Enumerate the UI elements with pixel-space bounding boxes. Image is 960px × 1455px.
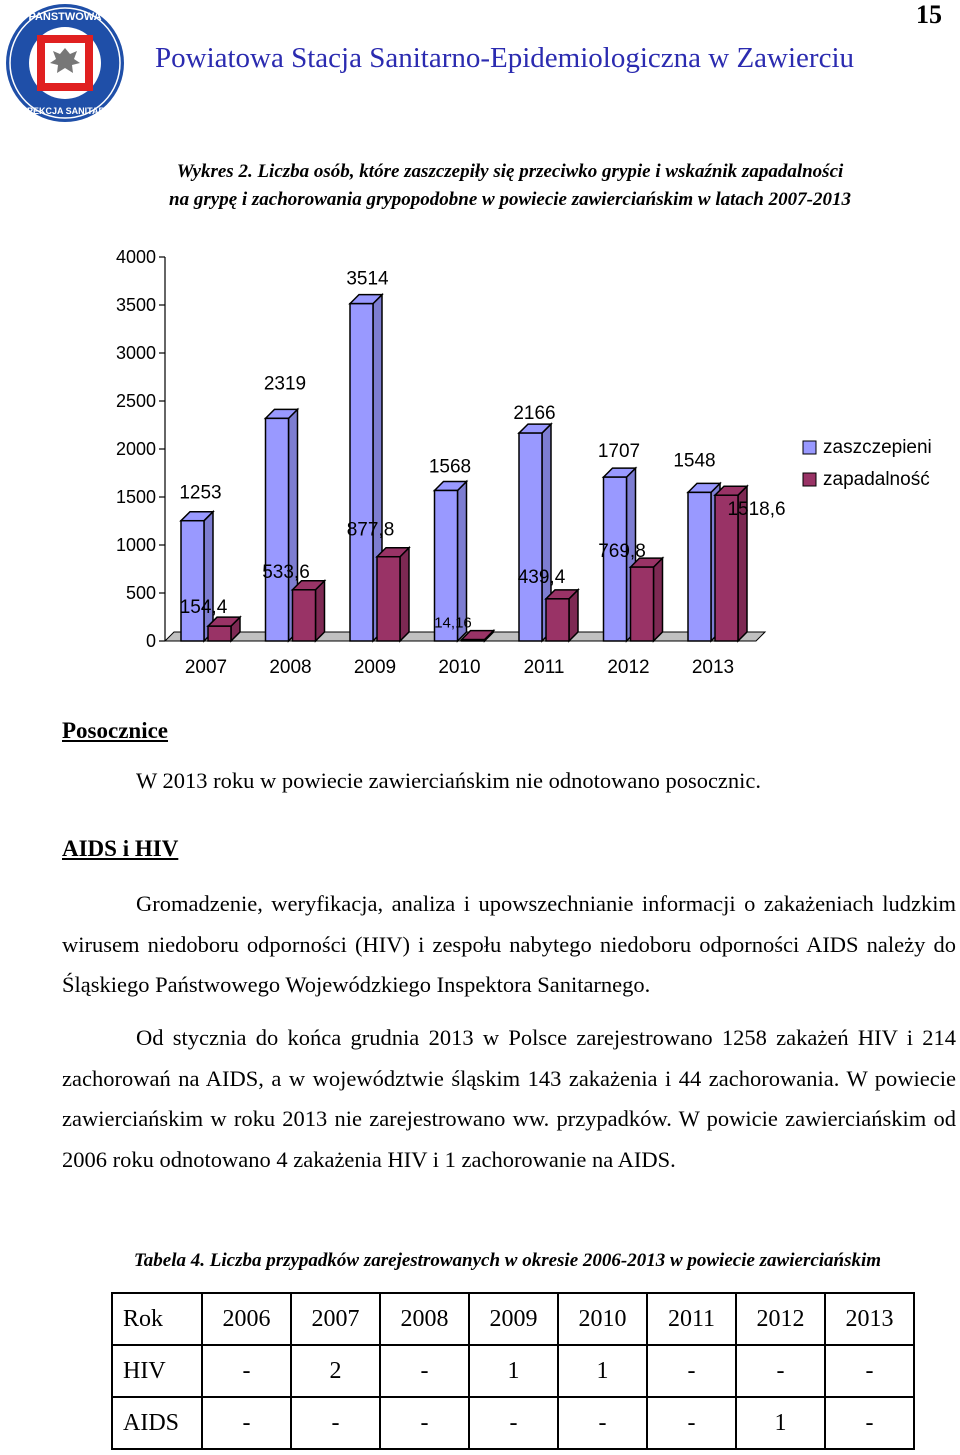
chart-caption-line2: na grypę i zachorowania grypopodobne w powiecie zawierciańskim w latach 2007-2013	[169, 189, 851, 210]
table-cell: -	[825, 1397, 914, 1449]
table-cell: -	[736, 1345, 825, 1397]
table-cell: -	[825, 1345, 914, 1397]
section-heading-sepsis: Posocznice	[62, 718, 169, 743]
table-header-cell: 2010	[558, 1293, 647, 1345]
bar-zaszczepieni-2007	[181, 521, 204, 641]
table-cell: -	[647, 1345, 736, 1397]
table-cell: -	[202, 1397, 291, 1449]
y-tick-label: 4000	[115, 247, 156, 267]
table-row	[112, 1345, 914, 1397]
data-label-zapadalnosc: 533,6	[262, 561, 310, 583]
table-cell: HIV	[112, 1345, 202, 1397]
page-number: 15	[916, 0, 942, 29]
y-tick-label: 0	[145, 631, 156, 651]
svg-text:PAŃSTWOWA: PAŃSTWOWA	[28, 11, 102, 23]
sepsis-text: W 2013 roku w powiecie zawierciańskim nie odnotowano posocznic.	[136, 768, 762, 793]
table-row	[112, 1397, 914, 1449]
table-cell: 1	[469, 1345, 558, 1397]
table-cell: -	[202, 1345, 291, 1397]
bar-side-shade-zapadalność-2011	[569, 590, 578, 641]
data-label-zapadalnosc: 14,16	[434, 614, 472, 632]
chart-caption	[0, 158, 960, 214]
x-tick-label: 2009	[353, 657, 397, 678]
table-cell: -	[380, 1397, 469, 1449]
bar-zapadalność-2011	[546, 599, 569, 641]
x-tick-label: 2007	[184, 657, 228, 678]
table-header-cell: 2007	[291, 1293, 380, 1345]
bar-zaszczepieni-2011	[519, 433, 542, 641]
data-label-zaszczepieni: 1548	[673, 450, 716, 472]
table-cell: -	[469, 1397, 558, 1449]
y-tick-label: 3000	[115, 343, 156, 363]
cases-table	[111, 1292, 915, 1450]
y-tick-label: 500	[125, 583, 156, 603]
bar-zaszczepieni-2008	[266, 418, 289, 641]
table-header-cell: 2011	[647, 1293, 736, 1345]
table-header-cell: Rok	[112, 1293, 202, 1345]
data-label-zapadalnosc: 877,8	[346, 519, 395, 541]
y-tick-label: 1000	[115, 535, 156, 555]
bar-side-shade-zapadalność-2012	[654, 558, 663, 641]
table-header-row	[112, 1293, 914, 1345]
table-cell: 1	[736, 1397, 825, 1449]
table-header-cell: 2012	[736, 1293, 825, 1345]
data-label-zapadalnosc: 769,8	[598, 541, 646, 563]
table-cell: -	[291, 1397, 380, 1449]
table-header-cell: 2013	[825, 1293, 914, 1345]
bar-zapadalność-2012	[631, 567, 654, 641]
x-tick-label: 2011	[523, 657, 565, 678]
x-tick-label: 2010	[438, 657, 481, 678]
x-tick-label: 2013	[691, 657, 735, 678]
table-caption: Tabela 4. Liczba przypadków zarejestrowanych w okresie 2006-2013 w powiecie zawierciańskim	[133, 1250, 882, 1271]
table-cell: 2	[291, 1345, 380, 1397]
table-cell: -	[558, 1397, 647, 1449]
data-label-zaszczepieni: 1707	[597, 441, 641, 463]
y-tick-label: 3500	[115, 295, 156, 315]
aids-paragraph-1-text: Gromadzenie, weryfikacja, analiza i upowszechnianie informacji o zakażeniach ludzkim wirusem niedoboru odporności (HIV) i zespołu nabytego niedoboru odporności AIDS należy do Śląskiego Państwowego Wojewódzkiego Inspektora Sanitarnego.	[62, 891, 956, 997]
y-tick-label: 2500	[115, 391, 156, 411]
legend-swatch	[803, 441, 816, 454]
svg-text:INSPEKCJA SANITARNA: INSPEKCJA SANITARNA	[11, 106, 119, 116]
data-label-zaszczepieni: 2319	[263, 373, 307, 395]
table-header-cell: 2008	[380, 1293, 469, 1345]
vaccination-chart	[0, 230, 960, 690]
header-title: Powiatowa Stacja Sanitarno-Epidemiologiczna w Zawierciu	[155, 42, 855, 74]
bar-zapadalność-2009	[377, 557, 400, 641]
aids-paragraph-1	[62, 884, 956, 1006]
bar-side-shade-zapadalność-2008	[316, 581, 325, 641]
inspekcja-logo	[4, 2, 126, 124]
legend-swatch	[803, 473, 816, 486]
table-cell: AIDS	[112, 1397, 202, 1449]
table-cell: -	[647, 1397, 736, 1449]
legend-label: zaszczepieni	[823, 437, 932, 458]
data-label-zapadalnosc: 439,4	[517, 566, 566, 588]
y-tick-label: 2000	[115, 439, 156, 459]
table-header-cell: 2006	[202, 1293, 291, 1345]
bar-zaszczepieni-2009	[350, 304, 373, 641]
table-cell: -	[380, 1345, 469, 1397]
x-tick-label: 2012	[607, 657, 650, 678]
bar-zapadalność-2007	[208, 626, 231, 641]
y-tick-label: 1500	[115, 487, 156, 507]
table-cell: 1	[558, 1345, 647, 1397]
aids-paragraph-2-text: Od stycznia do końca grudnia 2013 w Polsce zarejestrowano 1258 zakażeń HIV i 214 zachorowań na AIDS, a w województwie śląskim 143 zakażenia i 44 zachorowania. W powiecie zawierciańskim w roku 2013 nie zarejestrowano ww. przypadków. W powicie zawierciańskim od 2006 roku odnotowano 4 zakażenia HIV i 1 zachorowanie na AIDS.	[62, 1025, 956, 1172]
section-heading-aids: AIDS i HIV	[62, 836, 179, 861]
data-label-zaszczepieni: 1568	[428, 456, 472, 478]
bar-zapadalność-2010	[462, 640, 485, 641]
data-label-zapadalnosc: 154,4	[179, 597, 228, 619]
bar-zapadalność-2008	[293, 590, 316, 641]
bar-zaszczepieni-2013	[688, 492, 711, 641]
x-tick-label: 2008	[269, 657, 312, 678]
data-label-zaszczepieni: 1253	[179, 482, 222, 504]
table-header-cell: 2009	[469, 1293, 558, 1345]
chart-caption-line1: Wykres 2. Liczba osób, które zaszczepiły się przeciwko grypie i wskaźnik zapadalności	[176, 161, 844, 182]
data-label-zaszczepieni: 2166	[513, 403, 556, 425]
data-label-zaszczepieni: 3514	[346, 268, 389, 290]
legend-label: zapadalność	[823, 469, 930, 490]
aids-paragraph-2	[62, 1018, 956, 1180]
bar-side-shade-zapadalność-2009	[400, 548, 409, 641]
data-label-zapadalnosc: 1518,6	[727, 499, 786, 521]
